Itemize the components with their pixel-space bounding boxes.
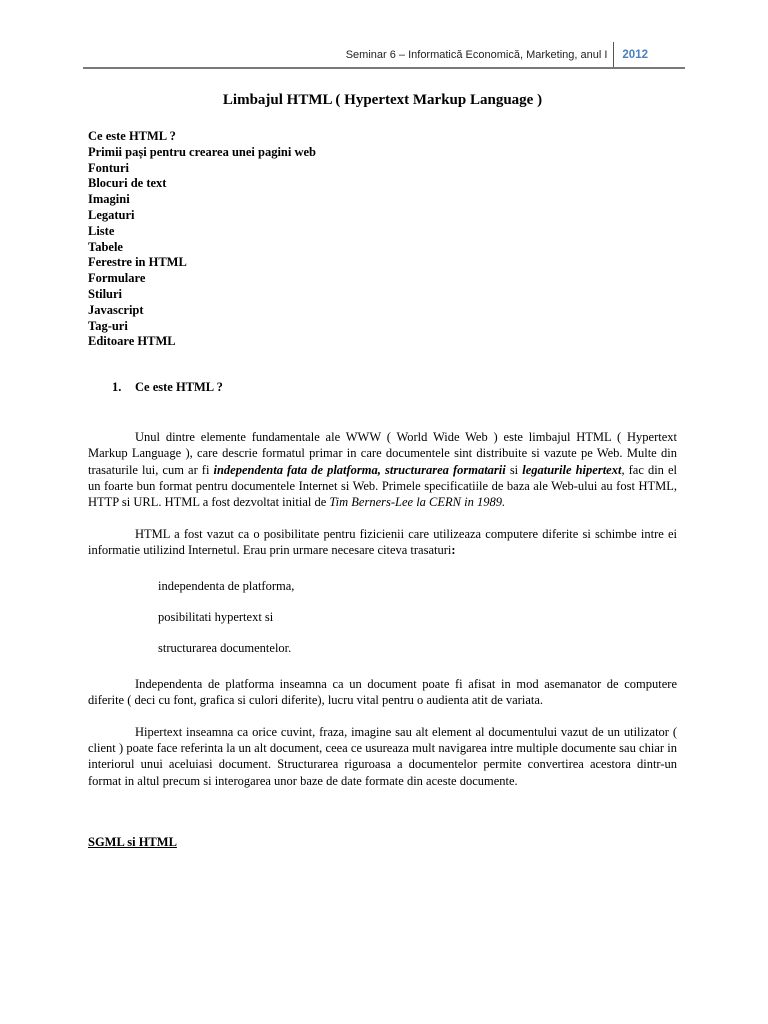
toc-item: Blocuri de text <box>88 176 167 191</box>
list-item: structurarea documentelor. <box>158 640 292 655</box>
toc-item: Ce este HTML ? <box>88 129 176 143</box>
toc-item: Legaturi <box>88 207 135 222</box>
text-run: si <box>505 462 523 477</box>
toc-item: Formulare <box>88 271 146 286</box>
toc-item: Fonturi <box>88 160 129 175</box>
document-body <box>88 92 677 850</box>
list-item: independenta de platforma, <box>158 578 295 593</box>
paragraph: Independenta de platforma inseamna ca un document poate fi afisat in mod asemanator de computere diferite ( deci cu font, grafica si culori diferite), lucru vital pentru o audienta atit de variata. <box>88 676 677 707</box>
text-run: Unul dintre elemente fundamentale ale WWW ( World Wide Web ) este limbajul HTML ( Hypertext Markup Language ), care descrie formatul primar in care documentele sint distribuite si vazute pe Web. Multe din trasaturile lui, cum ar fi <box>88 430 677 477</box>
list-item: posibilitati hypertext si <box>158 609 274 624</box>
table-of-contents <box>88 129 677 350</box>
toc-item: Tag-uri <box>88 318 128 333</box>
page-header <box>346 44 648 66</box>
running-title: Seminar 6 – Informatică Economică, Marketing, anul I <box>345 49 608 61</box>
paragraph <box>88 429 677 510</box>
section-number: 1. <box>112 380 122 395</box>
emphasis: independenta fata de platforma <box>213 462 378 477</box>
section-heading <box>112 380 677 395</box>
paragraph <box>88 526 677 558</box>
document-title: Limbajul HTML ( Hypertext Markup Language ) <box>222 92 543 108</box>
text-run: , <box>377 462 385 477</box>
section-title: Ce este HTML ? <box>135 380 223 395</box>
toc-item: Stiluri <box>88 286 123 301</box>
toc-item: Tabele <box>88 239 123 254</box>
header-rule <box>83 67 685 69</box>
toc-item: Ferestre in HTML <box>88 255 187 270</box>
text-run: HTML a fost vazut ca o posibilitate pentru fizicienii care utilizeaza computere diferite si schimbe intre ei informatie utilizind Internetul. Erau prin urmare necesare citeva trasaturi <box>88 527 677 558</box>
toc-item: Imagini <box>88 192 130 207</box>
subsection-heading: SGML si HTML <box>88 834 177 849</box>
text-run: . <box>501 494 506 509</box>
paragraph: Hipertext inseamna ca orice cuvint, fraza, imagine sau alt element al documentului vazut de un utilizator ( client ) poate face referinta la un alt document, ceea ce usureaza mult navigarea intre multiple documente sau chiar in interiorul unui aceluiasi document. Structurarea riguroasa a documentelor permite convertirea acestora dintr-un format in altul precum si interogarea unor baze de date formate din aceste documente. <box>88 724 677 788</box>
text-run: , fac din el un foarte bun format pentru documentele Internet si Web. Primele specificatiile de baza ale Web-ului au fost HTML, HTTP si URL. HTML a fost dezvoltat initial de <box>88 462 678 509</box>
emphasis: legaturile hipertext <box>522 462 622 477</box>
emphasis: structurarea formatarii <box>384 462 506 477</box>
toc-item: Javascript <box>88 302 144 317</box>
text-run: : <box>451 543 456 558</box>
emphasis: Tim Berners-Lee la CERN in 1989 <box>329 494 502 509</box>
toc-item: Editoare HTML <box>88 334 176 349</box>
toc-item: Liste <box>88 223 115 238</box>
header-separator <box>613 42 614 68</box>
header-year: 2012 <box>622 49 648 61</box>
toc-item: Primii pași pentru crearea unei pagini web <box>88 144 317 159</box>
